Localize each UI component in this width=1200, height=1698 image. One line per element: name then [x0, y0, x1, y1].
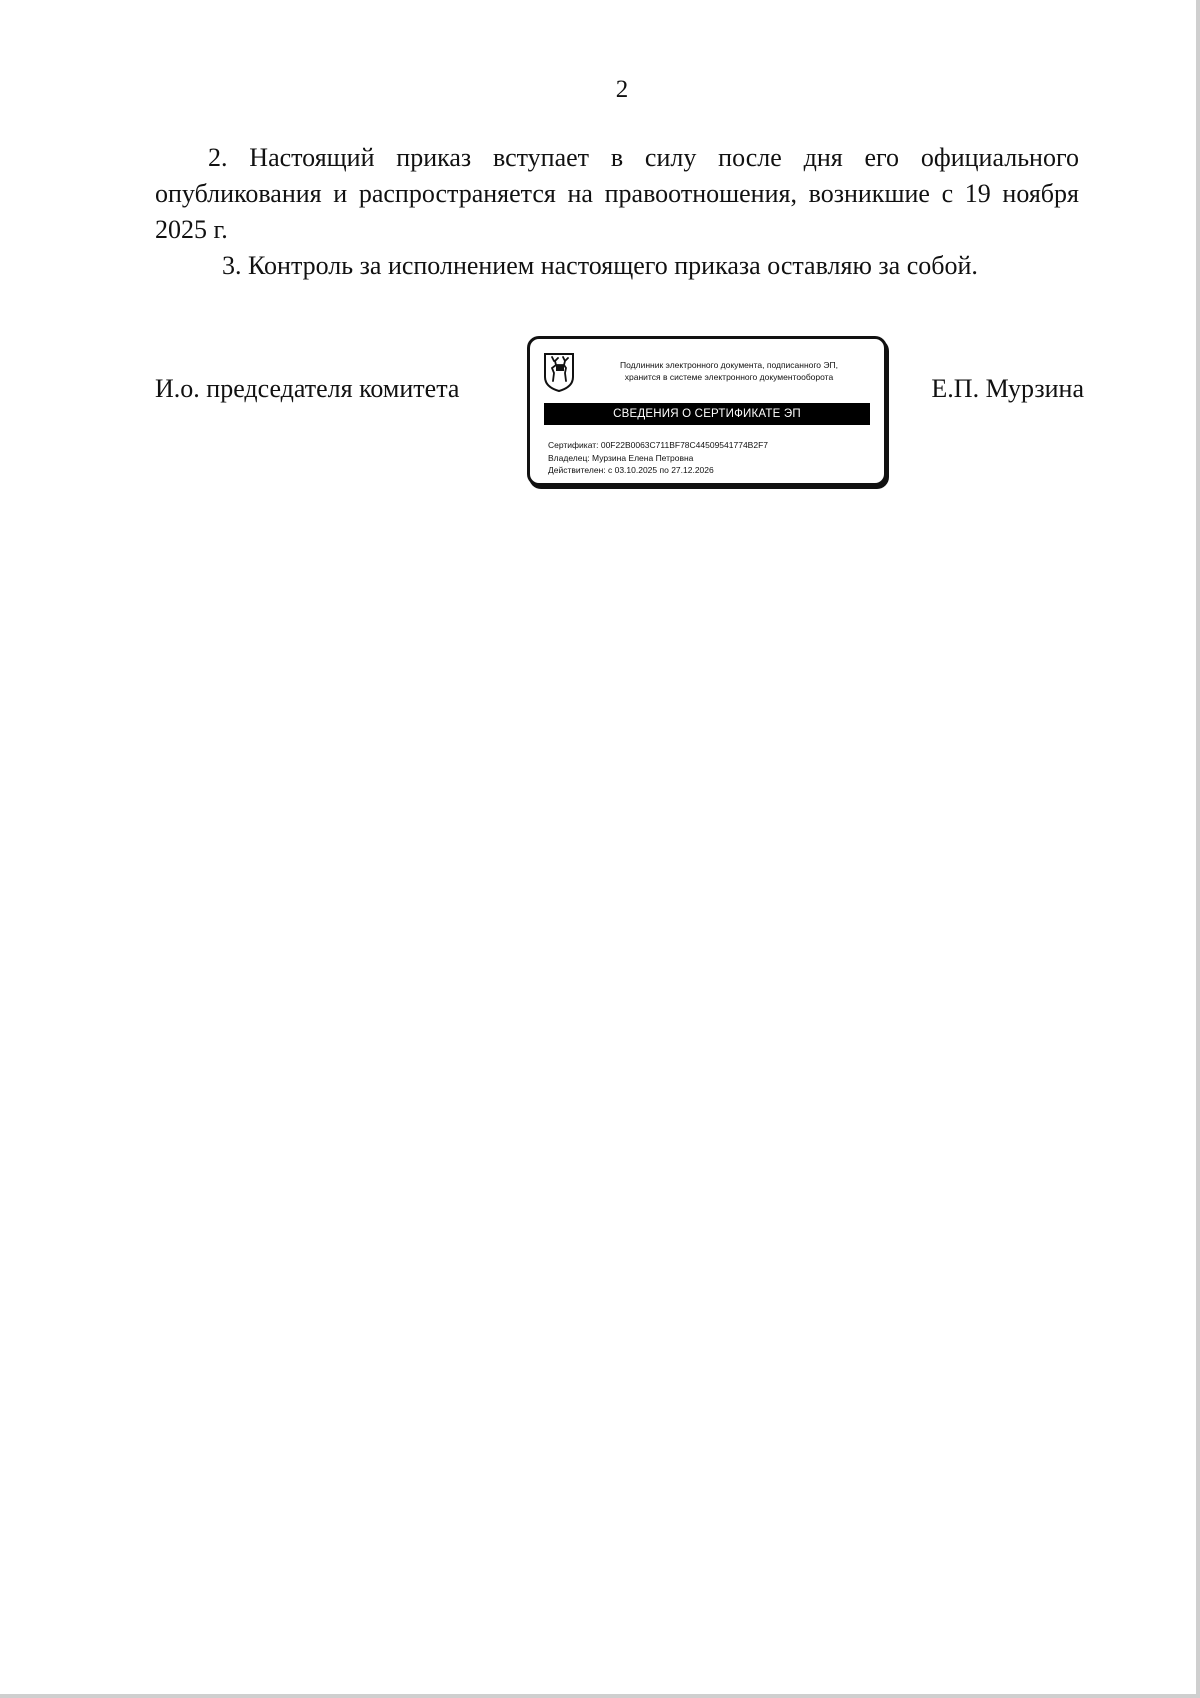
stamp-header-line: хранится в системе электронного документооборота: [624, 372, 834, 382]
page-number: 2: [615, 76, 629, 103]
stamp-header-line: Подлинник электронного документа, подписанного ЭП,: [620, 360, 838, 370]
stamp-title-bar: СВЕДЕНИЯ О СЕРТИФИКАТЕ ЭП: [544, 403, 870, 425]
signer-name: Е.П. Мурзина: [931, 374, 1084, 403]
electronic-signature-stamp: [527, 336, 887, 486]
certificate-validity: Действителен: с 03.10.2025 по 27.12.2026: [548, 465, 714, 475]
paragraph-2: 2. Настоящий приказ вступает в силу после дня его официального опубликования и распространяется на правоотношения, возникшие с 19 ноября 2025 г.: [155, 143, 1079, 244]
certificate-number: Сертификат: 00F22B0063C711BF78C44509541774B2F7: [548, 440, 768, 450]
stamp-header: [588, 359, 870, 383]
certificate-details: [548, 439, 768, 477]
certificate-owner: Владелец: Мурзина Елена Петровна: [548, 452, 694, 463]
coat-of-arms-icon: [542, 351, 576, 393]
paragraph-3: 3. Контроль за исполнением настоящего приказа оставляю за собой.: [222, 251, 978, 280]
signer-position: И.о. председателя комитета: [155, 374, 460, 403]
